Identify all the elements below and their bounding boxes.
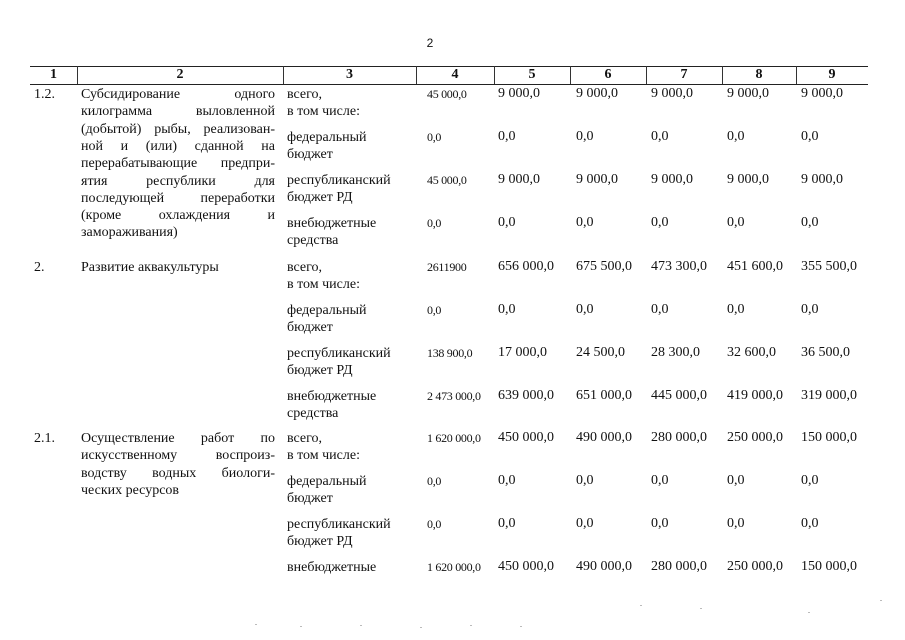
amount-cell: 150 000,0 xyxy=(801,430,857,445)
funding-source-label: внебюджетные xyxy=(287,560,377,575)
amount-cell: 0,0 xyxy=(651,516,669,531)
amount-cell: 0,0 xyxy=(727,473,745,488)
scan-speck xyxy=(880,600,882,601)
funding-source-label: средства xyxy=(287,406,339,422)
row-number: 1.2. xyxy=(34,87,55,102)
scan-speck xyxy=(255,624,257,625)
funding-source-label: бюджет РД xyxy=(287,363,353,379)
amount-cell: 0,0 xyxy=(801,215,819,230)
amount-cell: 0,0 xyxy=(801,129,819,144)
amount-cell: 656 000,0 xyxy=(498,259,554,274)
amount-cell: 0,0 xyxy=(801,516,819,531)
funding-source-label: в том числе: xyxy=(287,448,360,464)
header-cell: 4 xyxy=(451,67,459,82)
amount-cell: 0,0 xyxy=(651,302,669,317)
amount-cell: 45 000,0 xyxy=(427,87,467,101)
amount-cell: 9 000,0 xyxy=(801,86,843,101)
measure-description-line: последующей переработки xyxy=(81,190,275,206)
amount-cell: 0,0 xyxy=(727,129,745,144)
amount-cell: 473 300,0 xyxy=(651,259,707,274)
amount-cell: 0,0 xyxy=(498,129,516,144)
measure-description-line: замораживания) xyxy=(81,225,178,241)
amount-cell: 45 000,0 xyxy=(427,173,467,187)
measure-description-line: ной и (или) сданной на xyxy=(81,138,275,154)
amount-cell: 2 473 000,0 xyxy=(427,389,481,403)
header-cell: 2 xyxy=(176,67,184,82)
measure-description-line: ятия республики для xyxy=(81,173,275,189)
funding-source-label: бюджет xyxy=(287,491,333,507)
scan-speck xyxy=(520,626,522,627)
funding-source-label: республиканский xyxy=(287,173,391,188)
amount-cell: 150 000,0 xyxy=(801,559,857,574)
scan-speck xyxy=(470,625,472,626)
amount-cell: 9 000,0 xyxy=(727,172,769,187)
amount-cell: 0,0 xyxy=(651,473,669,488)
amount-cell: 0,0 xyxy=(576,215,594,230)
amount-cell: 9 000,0 xyxy=(576,172,618,187)
funding-source-label: федеральный xyxy=(287,303,367,318)
scan-speck xyxy=(640,605,642,606)
amount-cell: 445 000,0 xyxy=(651,388,707,403)
amount-cell: 9 000,0 xyxy=(576,86,618,101)
funding-source-label: всего, xyxy=(287,260,323,275)
amount-cell: 490 000,0 xyxy=(576,559,632,574)
header-cell: 9 xyxy=(828,67,836,82)
header-bottom-border xyxy=(30,84,868,85)
scan-speck xyxy=(300,626,302,627)
funding-source-label: всего, xyxy=(287,431,323,446)
scan-speck xyxy=(808,612,810,613)
amount-cell: 28 300,0 xyxy=(651,345,700,360)
measure-description-line: Развитие аквакультуры xyxy=(81,260,219,275)
header-cell: 7 xyxy=(680,67,688,82)
amount-cell: 0,0 xyxy=(427,216,442,230)
header-cell: 1 xyxy=(50,67,57,82)
funding-source-label: бюджет xyxy=(287,147,333,163)
amount-cell: 9 000,0 xyxy=(498,86,540,101)
funding-source-label: бюджет xyxy=(287,320,333,336)
scan-speck xyxy=(700,608,702,609)
amount-cell: 0,0 xyxy=(498,215,516,230)
amount-cell: 280 000,0 xyxy=(651,430,707,445)
amount-cell: 0,0 xyxy=(727,516,745,531)
funding-source-label: внебюджетные xyxy=(287,216,377,231)
amount-cell: 639 000,0 xyxy=(498,388,554,403)
measure-description-line: водству водных биологи- xyxy=(81,465,275,481)
header-cell: 8 xyxy=(755,67,763,82)
amount-cell: 0,0 xyxy=(576,129,594,144)
row-number: 2.1. xyxy=(34,431,55,446)
amount-cell: 32 600,0 xyxy=(727,345,776,360)
amount-cell: 0,0 xyxy=(498,473,516,488)
page-number: 2 xyxy=(426,36,434,50)
amount-cell: 24 500,0 xyxy=(576,345,625,360)
funding-source-label: бюджет РД xyxy=(287,190,353,206)
amount-cell: 250 000,0 xyxy=(727,559,783,574)
amount-cell: 138 900,0 xyxy=(427,346,473,360)
measure-description-line: (добытой) рыбы, реализован- xyxy=(81,121,275,137)
amount-cell: 9 000,0 xyxy=(727,86,769,101)
amount-cell: 2611900 xyxy=(427,260,467,274)
amount-cell: 0,0 xyxy=(576,302,594,317)
amount-cell: 0,0 xyxy=(727,215,745,230)
measure-description-line: ческих ресурсов xyxy=(81,482,180,498)
amount-cell: 651 000,0 xyxy=(576,388,632,403)
funding-source-label: бюджет РД xyxy=(287,534,353,550)
amount-cell: 450 000,0 xyxy=(498,559,554,574)
header-cell: 6 xyxy=(604,67,612,82)
funding-source-label: всего, xyxy=(287,87,323,102)
amount-cell: 9 000,0 xyxy=(651,86,693,101)
funding-source-label: в том числе: xyxy=(287,277,360,293)
amount-cell: 9 000,0 xyxy=(801,172,843,187)
amount-cell: 0,0 xyxy=(651,215,669,230)
amount-cell: 280 000,0 xyxy=(651,559,707,574)
measure-description-line: Осуществление работ по xyxy=(81,431,275,446)
amount-cell: 0,0 xyxy=(727,302,745,317)
amount-cell: 355 500,0 xyxy=(801,259,857,274)
row-number: 2. xyxy=(34,260,45,275)
amount-cell: 675 500,0 xyxy=(576,259,632,274)
funding-source-label: федеральный xyxy=(287,474,367,489)
amount-cell: 0,0 xyxy=(576,473,594,488)
measure-description-line: искусственному воспроиз- xyxy=(81,448,275,464)
amount-cell: 250 000,0 xyxy=(727,430,783,445)
funding-source-label: республиканский xyxy=(287,346,391,361)
amount-cell: 0,0 xyxy=(498,516,516,531)
amount-cell: 0,0 xyxy=(498,302,516,317)
amount-cell: 0,0 xyxy=(801,473,819,488)
amount-cell: 0,0 xyxy=(427,474,442,488)
funding-source-label: внебюджетные xyxy=(287,389,377,404)
amount-cell: 490 000,0 xyxy=(576,430,632,445)
amount-cell: 451 600,0 xyxy=(727,259,783,274)
amount-cell: 0,0 xyxy=(427,303,442,317)
amount-cell: 1 620 000,0 xyxy=(427,431,481,445)
scan-speck xyxy=(360,625,362,626)
amount-cell: 0,0 xyxy=(427,130,442,144)
measure-description-line: (кроме охлаждения и xyxy=(81,208,275,224)
amount-cell: 419 000,0 xyxy=(727,388,783,403)
amount-cell: 0,0 xyxy=(651,129,669,144)
amount-cell: 9 000,0 xyxy=(498,172,540,187)
amount-cell: 9 000,0 xyxy=(651,172,693,187)
amount-cell: 0,0 xyxy=(576,516,594,531)
amount-cell: 17 000,0 xyxy=(498,345,547,360)
scan-speck xyxy=(420,627,422,628)
amount-cell: 0,0 xyxy=(801,302,819,317)
amount-cell: 36 500,0 xyxy=(801,345,850,360)
funding-source-label: республиканский xyxy=(287,517,391,532)
measure-description-line: перерабатывающие предпри- xyxy=(81,156,275,172)
amount-cell: 319 000,0 xyxy=(801,388,857,403)
amount-cell: 450 000,0 xyxy=(498,430,554,445)
header-cell: 3 xyxy=(346,67,353,82)
amount-cell: 0,0 xyxy=(427,517,442,531)
funding-source-label: в том числе: xyxy=(287,104,360,120)
funding-source-label: федеральный xyxy=(287,130,367,145)
amount-cell: 1 620 000,0 xyxy=(427,560,481,574)
measure-description-line: килограмма выловленной xyxy=(81,104,275,120)
measure-description-line: Субсидирование одного xyxy=(81,87,275,102)
header-cell: 5 xyxy=(528,67,536,82)
funding-source-label: средства xyxy=(287,233,339,249)
